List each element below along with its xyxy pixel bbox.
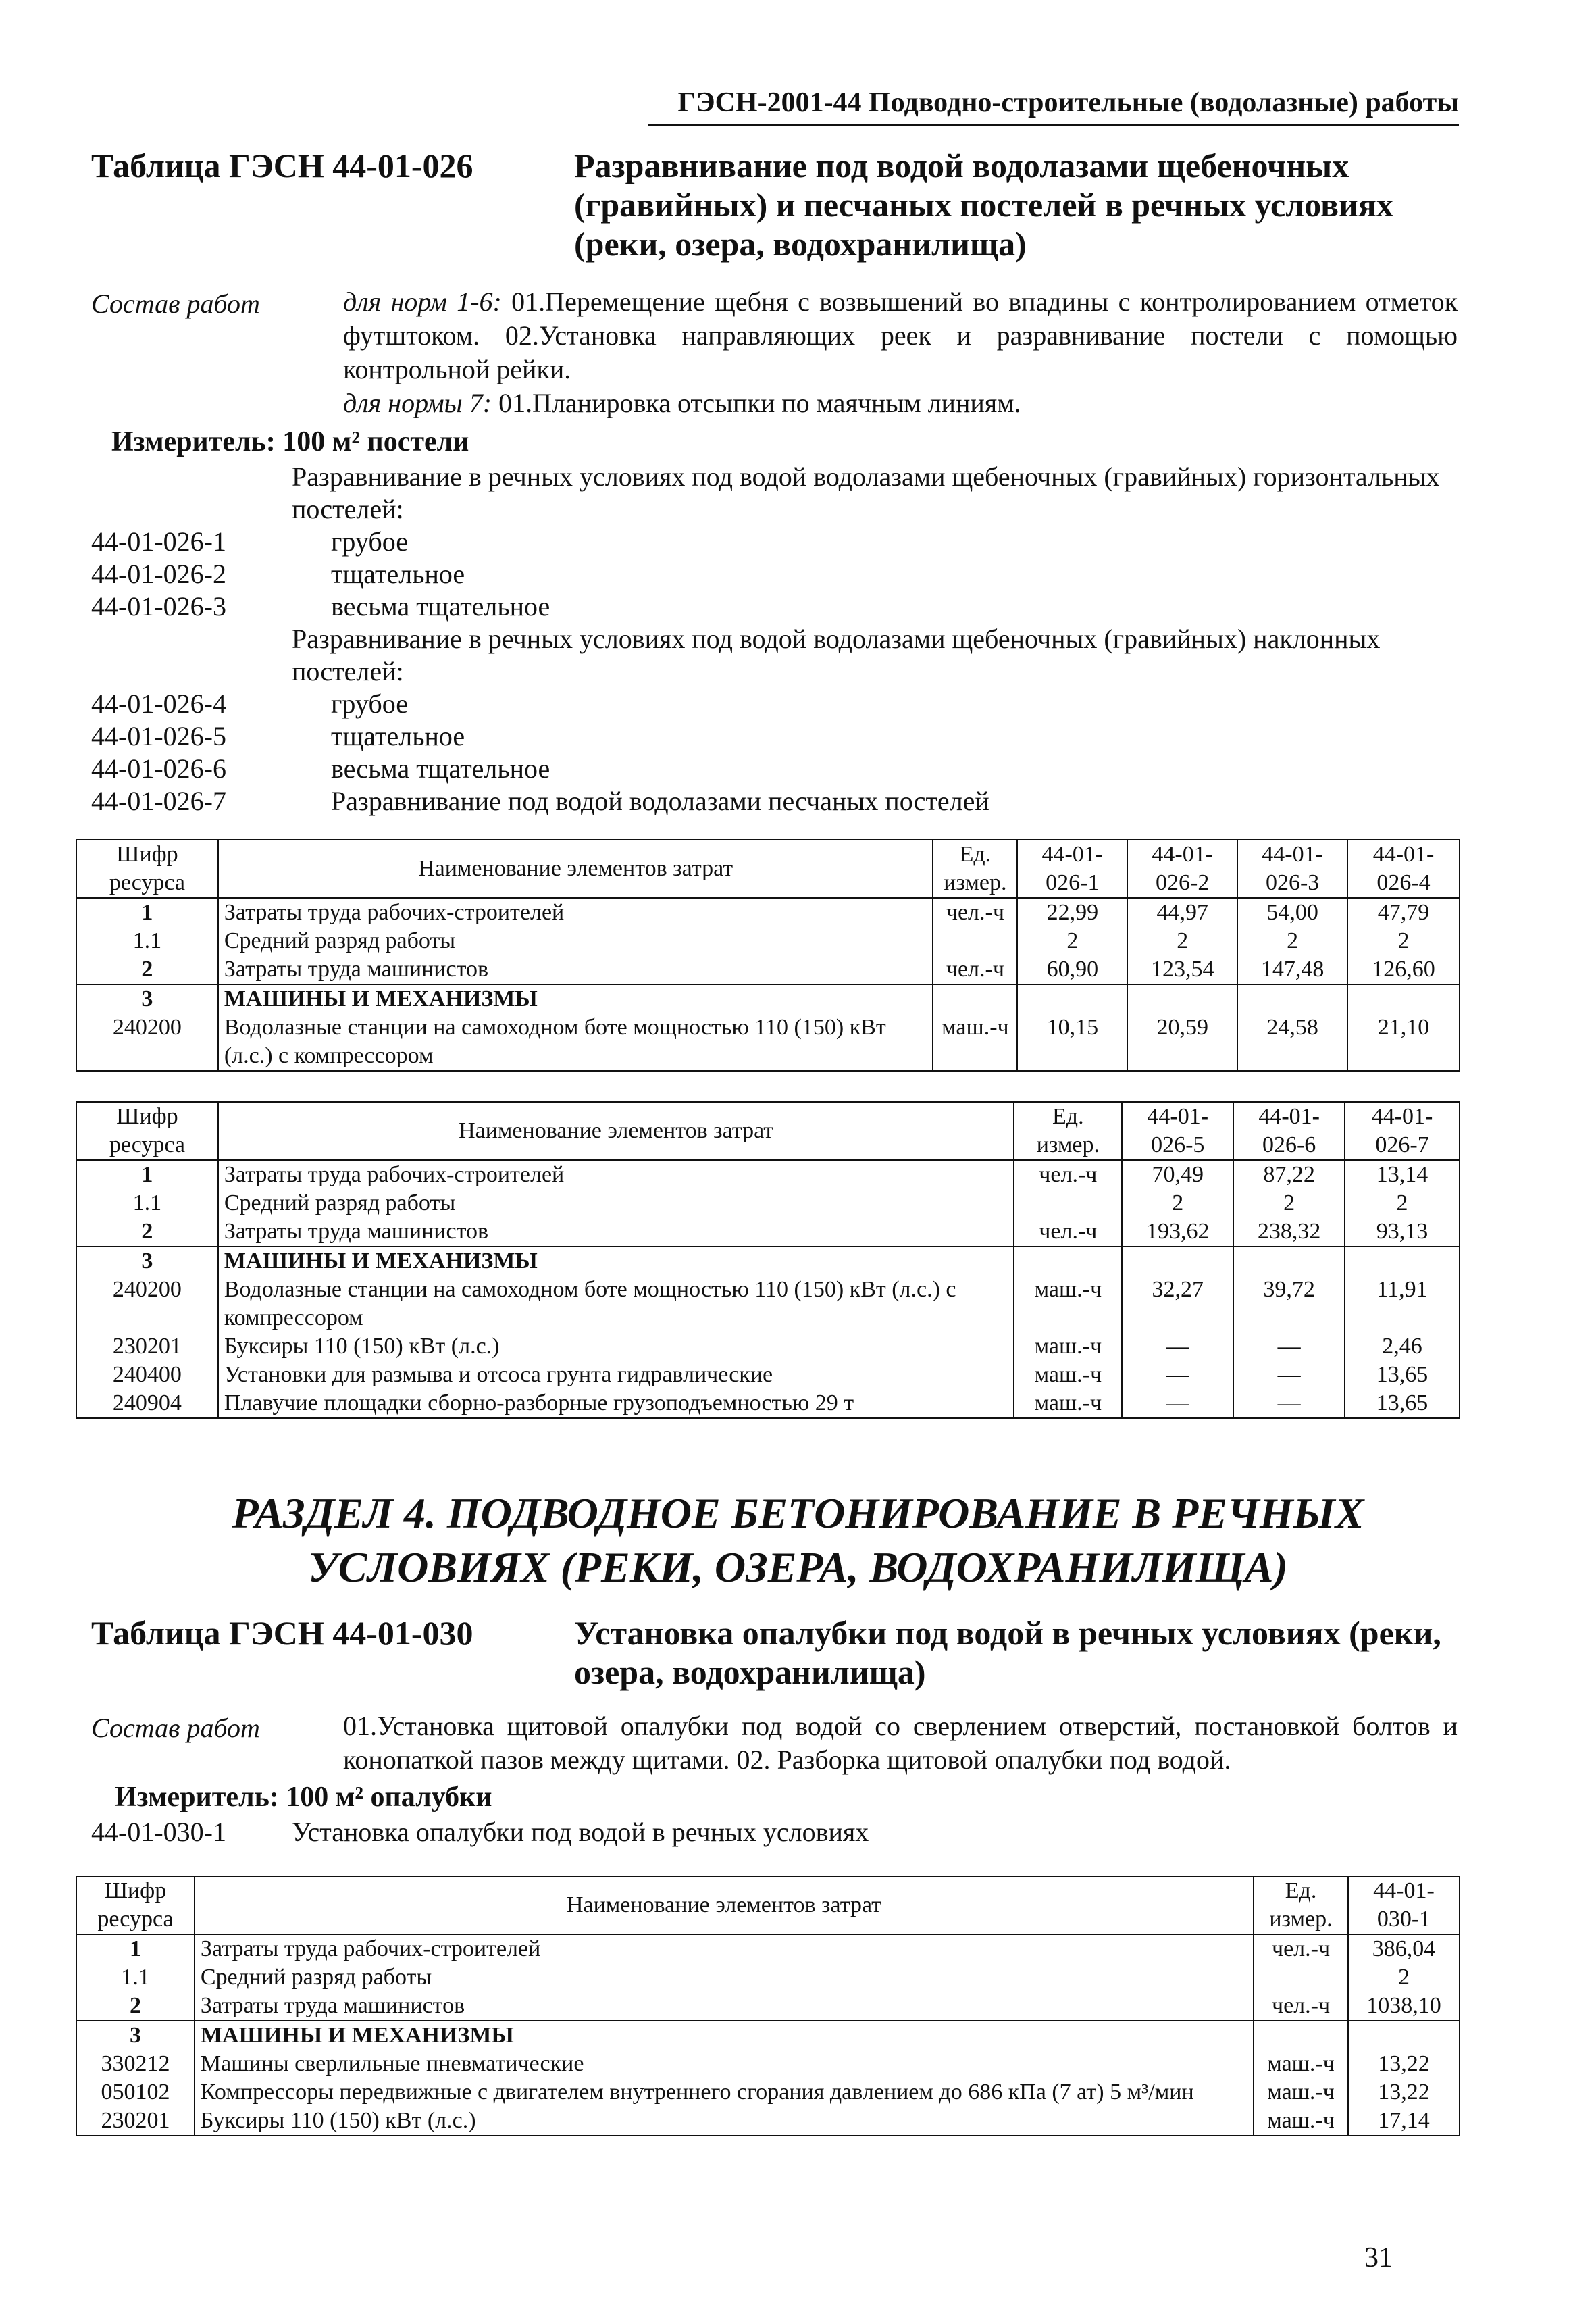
cell-value	[1347, 984, 1460, 1013]
table-header-row	[76, 1102, 1460, 1160]
cell-value: 24,58	[1237, 1013, 1347, 1071]
cell-name: Водолазные станции на самоходном боте мощностью 110 (150) кВт (л.с.) с компрессором	[218, 1276, 1014, 1332]
cell-name: Затраты труда машинистов	[218, 955, 933, 984]
cell-unit: маш.-ч	[1014, 1389, 1122, 1418]
cell-value: —	[1122, 1361, 1233, 1389]
cell-value: 2,46	[1345, 1332, 1460, 1361]
cell-unit: чел.-ч	[1014, 1217, 1122, 1247]
cell-value: —	[1122, 1332, 1233, 1361]
table-row	[76, 1189, 1460, 1217]
cell-name: Плавучие площадки сборно-разборные грузоподъемностью 29 т	[218, 1389, 1014, 1418]
header-norm-5: 44-01-026-5	[1122, 1102, 1233, 1160]
table-code-026: Таблица ГЭСН 44-01-026	[91, 147, 473, 184]
cell-name: Средний разряд работы	[195, 1963, 1254, 1992]
meter-030	[115, 1781, 492, 1813]
cell-value: 2	[1017, 927, 1127, 955]
header-norm-3: 44-01-026-3	[1237, 840, 1347, 898]
cell-value: 2	[1347, 927, 1460, 955]
cell-unit: маш.-ч	[1254, 2050, 1348, 2078]
cell-value: 70,49	[1122, 1160, 1233, 1189]
table-row	[76, 2021, 1460, 2050]
meter-026	[111, 426, 469, 458]
table-row	[76, 2107, 1460, 2136]
cell-value: 193,62	[1122, 1217, 1233, 1247]
running-head: ГЭСН-2001-44 Подводно-строительные (водолазные) работы	[677, 87, 1459, 118]
cell-unit: маш.-ч	[1014, 1361, 1122, 1389]
cell-name: Затраты труда рабочих-строителей	[218, 898, 933, 927]
cell-unit: маш.-ч	[1254, 2078, 1348, 2107]
cell-value: 44,97	[1127, 898, 1237, 927]
cell-code: 240904	[76, 1389, 218, 1418]
cell-name: МАШИНЫ И МЕХАНИЗМЫ	[218, 1247, 1014, 1276]
cell-value: 13,65	[1345, 1361, 1460, 1389]
cell-value: 10,15	[1017, 1013, 1127, 1071]
header-code: Шифр ресурса	[76, 1876, 195, 1934]
cell-name: Затраты труда рабочих-строителей	[218, 1160, 1014, 1189]
cell-code: 1.1	[76, 927, 218, 955]
cell-value: 2	[1122, 1189, 1233, 1217]
norm-code: 44-01-026-5	[91, 721, 226, 751]
composition-body-1: 01.Перемещение щебня с возвышений во впадины с контролированием отметок футштоком. 02.Установка направляющих реек и разравнивание постели с помощью контрольной рейки.	[343, 286, 1458, 384]
table-code-030: Таблица ГЭСН 44-01-030	[91, 1614, 473, 1652]
header-name: Наименование элементов затрат	[218, 840, 933, 898]
section-title	[0, 1486, 1596, 1594]
cell-value: 13,14	[1345, 1160, 1460, 1189]
header-norm-7: 44-01-026-7	[1345, 1102, 1460, 1160]
header-unit: Ед. измер.	[1254, 1876, 1348, 1934]
cell-code: 1	[76, 1934, 195, 1963]
norm-code: 44-01-026-3	[91, 591, 226, 622]
cell-value	[1233, 1247, 1345, 1276]
cell-unit	[1014, 1247, 1122, 1276]
cell-value: 1038,10	[1348, 1992, 1460, 2021]
cell-unit: маш.-ч	[1014, 1332, 1122, 1361]
cell-value: 20,59	[1127, 1013, 1237, 1071]
norm-code: 44-01-026-2	[91, 559, 226, 589]
table-row	[76, 1332, 1460, 1361]
cell-value: —	[1122, 1389, 1233, 1418]
table-row	[76, 1963, 1460, 1992]
table-header-row	[76, 1876, 1460, 1934]
cell-unit: маш.-ч	[1254, 2107, 1348, 2136]
cell-unit	[933, 984, 1017, 1013]
cell-code: 330212	[76, 2050, 195, 2078]
running-head-rule	[648, 124, 1459, 126]
cell-code: 2	[76, 955, 218, 984]
cell-name: Установки для размыва и отсоса грунта гидравлические	[218, 1361, 1014, 1389]
cell-name: МАШИНЫ И МЕХАНИЗМЫ	[195, 2021, 1254, 2050]
cell-value	[1345, 1247, 1460, 1276]
cell-code: 1.1	[76, 1189, 218, 1217]
table-row	[76, 1992, 1460, 2021]
cell-value: 126,60	[1347, 955, 1460, 984]
header-name: Наименование элементов затрат	[218, 1102, 1014, 1160]
norm-code: 44-01-026-4	[91, 688, 226, 719]
section-title-line-2: УСЛОВИЯХ (РЕКИ, ОЗЕРА, ВОДОХРАНИЛИЩА)	[308, 1543, 1288, 1591]
cell-code: 1	[76, 898, 218, 927]
meter-value: 100 м² опалубки	[286, 1782, 492, 1813]
cell-value	[1237, 984, 1347, 1013]
header-norm-1: 44-01-026-1	[1017, 840, 1127, 898]
cell-name: МАШИНЫ И МЕХАНИЗМЫ	[218, 984, 933, 1013]
cell-code: 230201	[76, 1332, 218, 1361]
table-row	[76, 1247, 1460, 1276]
cell-value: 2	[1348, 1963, 1460, 1992]
resource-table-026-b	[76, 1101, 1460, 1419]
table-row	[76, 2050, 1460, 2078]
cell-name: Компрессоры передвижные с двигателем внутреннего сгорания давлением до 686 кПа (7 ат) 5 м³/мин	[195, 2078, 1254, 2107]
section-title-line-1: РАЗДЕЛ 4. ПОДВОДНОЕ БЕТОНИРОВАНИЕ В РЕЧНЫХ	[232, 1489, 1364, 1537]
cell-code: 230201	[76, 2107, 195, 2136]
header-code: Шифр ресурса	[76, 840, 218, 898]
cell-value	[1017, 984, 1127, 1013]
composition-prefix-1: для норм 1-6:	[343, 286, 502, 317]
resource-table-026-a	[76, 839, 1460, 1072]
cell-code: 1	[76, 1160, 218, 1189]
cell-code: 3	[76, 1247, 218, 1276]
cell-code: 2	[76, 1992, 195, 2021]
cell-value: 22,99	[1017, 898, 1127, 927]
norm-code: 44-01-026-6	[91, 753, 226, 784]
norm-text: весьма тщательное	[331, 753, 550, 784]
table-row	[76, 927, 1460, 955]
cell-name: Затраты труда машинистов	[218, 1217, 1014, 1247]
cell-value: 32,27	[1122, 1276, 1233, 1332]
cell-name: Водолазные станции на самоходном боте мощностью 110 (150) кВт (л.с.) с компрессором	[218, 1013, 933, 1071]
cell-unit	[933, 927, 1017, 955]
table-row	[76, 955, 1460, 984]
table-row	[76, 1217, 1460, 1247]
header-code: Шифр ресурса	[76, 1102, 218, 1160]
header-norm-6: 44-01-026-6	[1233, 1102, 1345, 1160]
cell-code: 240400	[76, 1361, 218, 1389]
composition-label: Состав работ	[91, 1713, 260, 1743]
cell-unit: чел.-ч	[933, 898, 1017, 927]
cell-name: Средний разряд работы	[218, 1189, 1014, 1217]
cell-name: Буксиры 110 (150) кВт (л.с.)	[218, 1332, 1014, 1361]
table-title-030: Установка опалубки под водой в речных условиях (реки, озера, водохранилища)	[574, 1614, 1441, 1691]
composition-body-2: 01.Планировка отсыпки по маячным линиям.	[492, 388, 1021, 418]
cell-value: 123,54	[1127, 955, 1237, 984]
cell-value: 11,91	[1345, 1276, 1460, 1332]
cell-unit: чел.-ч	[1014, 1160, 1122, 1189]
table-row	[76, 1361, 1460, 1389]
cell-value: 238,32	[1233, 1217, 1345, 1247]
cell-value: 13,22	[1348, 2078, 1460, 2107]
meter-label: Измеритель:	[111, 426, 276, 457]
norm-text: Разравнивание под водой водолазами песчаных постелей	[331, 786, 989, 816]
table-row	[76, 1389, 1460, 1418]
header-unit: Ед. измер.	[933, 840, 1017, 898]
cell-code: 2	[76, 1217, 218, 1247]
norm-text: грубое	[331, 526, 408, 557]
composition-label: Состав работ	[91, 288, 260, 319]
cell-value	[1348, 2021, 1460, 2050]
table-row	[76, 898, 1460, 927]
cell-unit	[1254, 2021, 1348, 2050]
table-row	[76, 1276, 1460, 1332]
cell-value: —	[1233, 1389, 1345, 1418]
table-title-026: Разравнивание под водой водолазами щебеночных (гравийных) и песчаных постелей в речных условиях (реки, озера, водохранилища)	[574, 147, 1393, 263]
cell-value: 21,10	[1347, 1013, 1460, 1071]
table-row	[76, 984, 1460, 1013]
cell-code: 3	[76, 2021, 195, 2050]
cell-value: 2	[1233, 1189, 1345, 1217]
cell-value: 60,90	[1017, 955, 1127, 984]
cell-value: —	[1233, 1361, 1345, 1389]
cell-value	[1127, 984, 1237, 1013]
cell-value: 54,00	[1237, 898, 1347, 927]
norm-text: грубое	[331, 688, 408, 719]
header-name: Наименование элементов затрат	[195, 1876, 1254, 1934]
cell-name: Затраты труда рабочих-строителей	[195, 1934, 1254, 1963]
cell-code: 240200	[76, 1276, 218, 1332]
cell-value: 2	[1237, 927, 1347, 955]
norm-text: тщательное	[331, 559, 465, 589]
cell-value: 87,22	[1233, 1160, 1345, 1189]
table-row	[76, 1160, 1460, 1189]
cell-value: 2	[1127, 927, 1237, 955]
norm-code: 44-01-026-7	[91, 786, 226, 816]
cell-code: 3	[76, 984, 218, 1013]
table-row	[76, 1013, 1460, 1071]
composition-prefix-2: для нормы 7:	[343, 388, 492, 418]
header-norm: 44-01-030-1	[1348, 1876, 1460, 1934]
norm-code: 44-01-026-1	[91, 526, 226, 557]
norm-code: 44-01-030-1	[91, 1817, 226, 1847]
cell-name: Средний разряд работы	[218, 927, 933, 955]
meter-value: 100 м² постели	[282, 426, 469, 457]
norm-group-heading: Разравнивание в речных условиях под водой водолазами щебеночных (гравийных) наклонных постелей:	[292, 624, 1381, 686]
cell-value: 13,65	[1345, 1389, 1460, 1418]
norm-text: весьма тщательное	[331, 591, 550, 622]
cell-name: Буксиры 110 (150) кВт (л.с.)	[195, 2107, 1254, 2136]
table-row	[76, 2078, 1460, 2107]
cell-value: 2	[1345, 1189, 1460, 1217]
cell-value: 147,48	[1237, 955, 1347, 984]
norm-text: Установка опалубки под водой в речных условиях	[292, 1817, 869, 1847]
cell-unit: чел.-ч	[1254, 1992, 1348, 2021]
cell-value	[1122, 1247, 1233, 1276]
composition-text-030: 01.Установка щитовой опалубки под водой со сверлением отверстий, постановкой болтов и конопаткой пазов между щитами. 02. Разборка щитовой опалубки под водой.	[343, 1711, 1458, 1775]
cell-unit	[1014, 1189, 1122, 1217]
cell-name: Затраты труда машинистов	[195, 1992, 1254, 2021]
cell-value: 39,72	[1233, 1276, 1345, 1332]
header-norm-2: 44-01-026-2	[1127, 840, 1237, 898]
cell-unit: чел.-ч	[1254, 1934, 1348, 1963]
header-norm-4: 44-01-026-4	[1347, 840, 1460, 898]
cell-code: 1.1	[76, 1963, 195, 1992]
cell-value: —	[1233, 1332, 1345, 1361]
cell-value: 17,14	[1348, 2107, 1460, 2136]
resource-table-030	[76, 1876, 1460, 2136]
cell-value: 13,22	[1348, 2050, 1460, 2078]
cell-name: Машины сверлильные пневматические	[195, 2050, 1254, 2078]
cell-unit: чел.-ч	[933, 955, 1017, 984]
header-unit: Ед. измер.	[1014, 1102, 1122, 1160]
cell-code: 240200	[76, 1013, 218, 1071]
table-row	[76, 1934, 1460, 1963]
cell-value: 47,79	[1347, 898, 1460, 927]
cell-code: 050102	[76, 2078, 195, 2107]
composition-text-026	[343, 285, 1458, 420]
cell-unit	[1254, 1963, 1348, 1992]
norm-group-heading: Разравнивание в речных условиях под водой водолазами щебеночных (гравийных) горизонтальных постелей:	[292, 461, 1440, 524]
cell-value: 93,13	[1345, 1217, 1460, 1247]
norm-text: тщательное	[331, 721, 465, 751]
cell-value: 386,04	[1348, 1934, 1460, 1963]
table-header-row	[76, 840, 1460, 898]
meter-label: Измеритель:	[115, 1782, 279, 1813]
cell-unit: маш.-ч	[933, 1013, 1017, 1071]
cell-unit: маш.-ч	[1014, 1276, 1122, 1332]
page-number: 31	[1364, 2242, 1393, 2273]
